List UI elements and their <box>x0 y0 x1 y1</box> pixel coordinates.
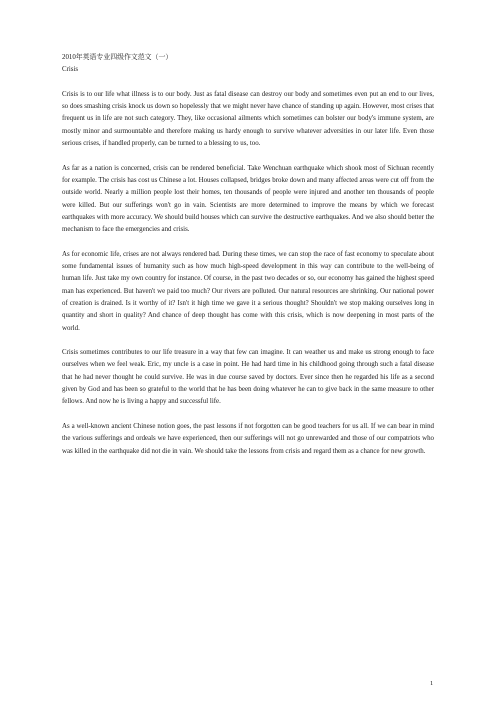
page-number: 1 <box>430 680 434 687</box>
document-header-title: 2010年英语专业四级作文范文（一） <box>62 54 173 61</box>
paragraph-2: As far as a nation is concerned, crisis can be rendered beneficial. Take Wenchuan earthquake which shook most of Sichuan recently for example. The crisis has cost us Chinese a lot. Houses collapsed, bridges broke down and many affected areas were cut off from the outside world. Nearly a million people lost their homes, ten thousands of people were injured and another ten thousands of people were killed. But our sufferings won't go in vain. Scientists are more determined to improve the means by which we forecast earthquakes with more accuracy. We should build houses which can survive the destructive earthquakes. And we also should better the mechanism to face the emergencies and crisis. <box>62 164 434 234</box>
paragraph-1: Crisis is to our life what illness is to our body. Just as fatal disease can destroy our body and sometimes even put an end to our lives, so does smashing crisis knock us down so hopelessly that we might never have chance of standing up again. However, most crises that frequent us in life are not such category. They, like occasional ailments which sometimes can bolster our body's immune system, are mostly minor and surmountable and therefore making us hardy enough to survive whatever adversities in our later life. Even those serious crises, if handled properly, can be turned to a blessing to us, too. <box>62 90 434 148</box>
paragraph-4: Crisis sometimes contributes to our life treasure in a way that few can imagine. It can weather us and make us strong enough to face ourselves when we feel weak. Eric, my uncle is a case in point. He had hard time in his childhood going through such a fatal disease that he had never thought he could survive. He was in due course saved by doctors. Ever since then he regarded his life as a second given by God and has been so grateful to the world that he has been doing whatever he can to give back in the same measure to other fellows. And now he is living a happy and successful life. <box>62 349 434 406</box>
document-body <box>62 52 434 470</box>
paragraph-3: As for economic life, crises are not always rendered bad. During these times, we can stop the race of fast economy to speculate about some fundamental issues of humanity such as how much high-speed development in this way can contribute to the well-being of human life. Just take my own country for instance. Of course, in the past two decades or so, our economy has gained the highest speed man has experienced. But haven't we paid too much? Our rivers are polluted. Our natural resources are shrinking. Our national power of creation is drained. Is it worthy of it? Isn't it high time we gave it a serious thought? Shouldn't we stop making ourselves long in quantity and short in quality? And chance of deep thought has come with this crisis, which is now deepening in most parts of the world. <box>62 250 434 332</box>
essay-title: Crisis <box>62 66 79 74</box>
paragraph-5: As a well-known ancient Chinese notion goes, the past lessons if not forgotten can be good teachers for us all. If we can bear in mind the various sufferings and ordeals we have experienced, then our sufferings will not go unrewarded and those of our compatriots who was killed in the earthquake did not die in vain. We should take the lessons from crisis and regard them as a chance for new growth. <box>62 422 434 455</box>
